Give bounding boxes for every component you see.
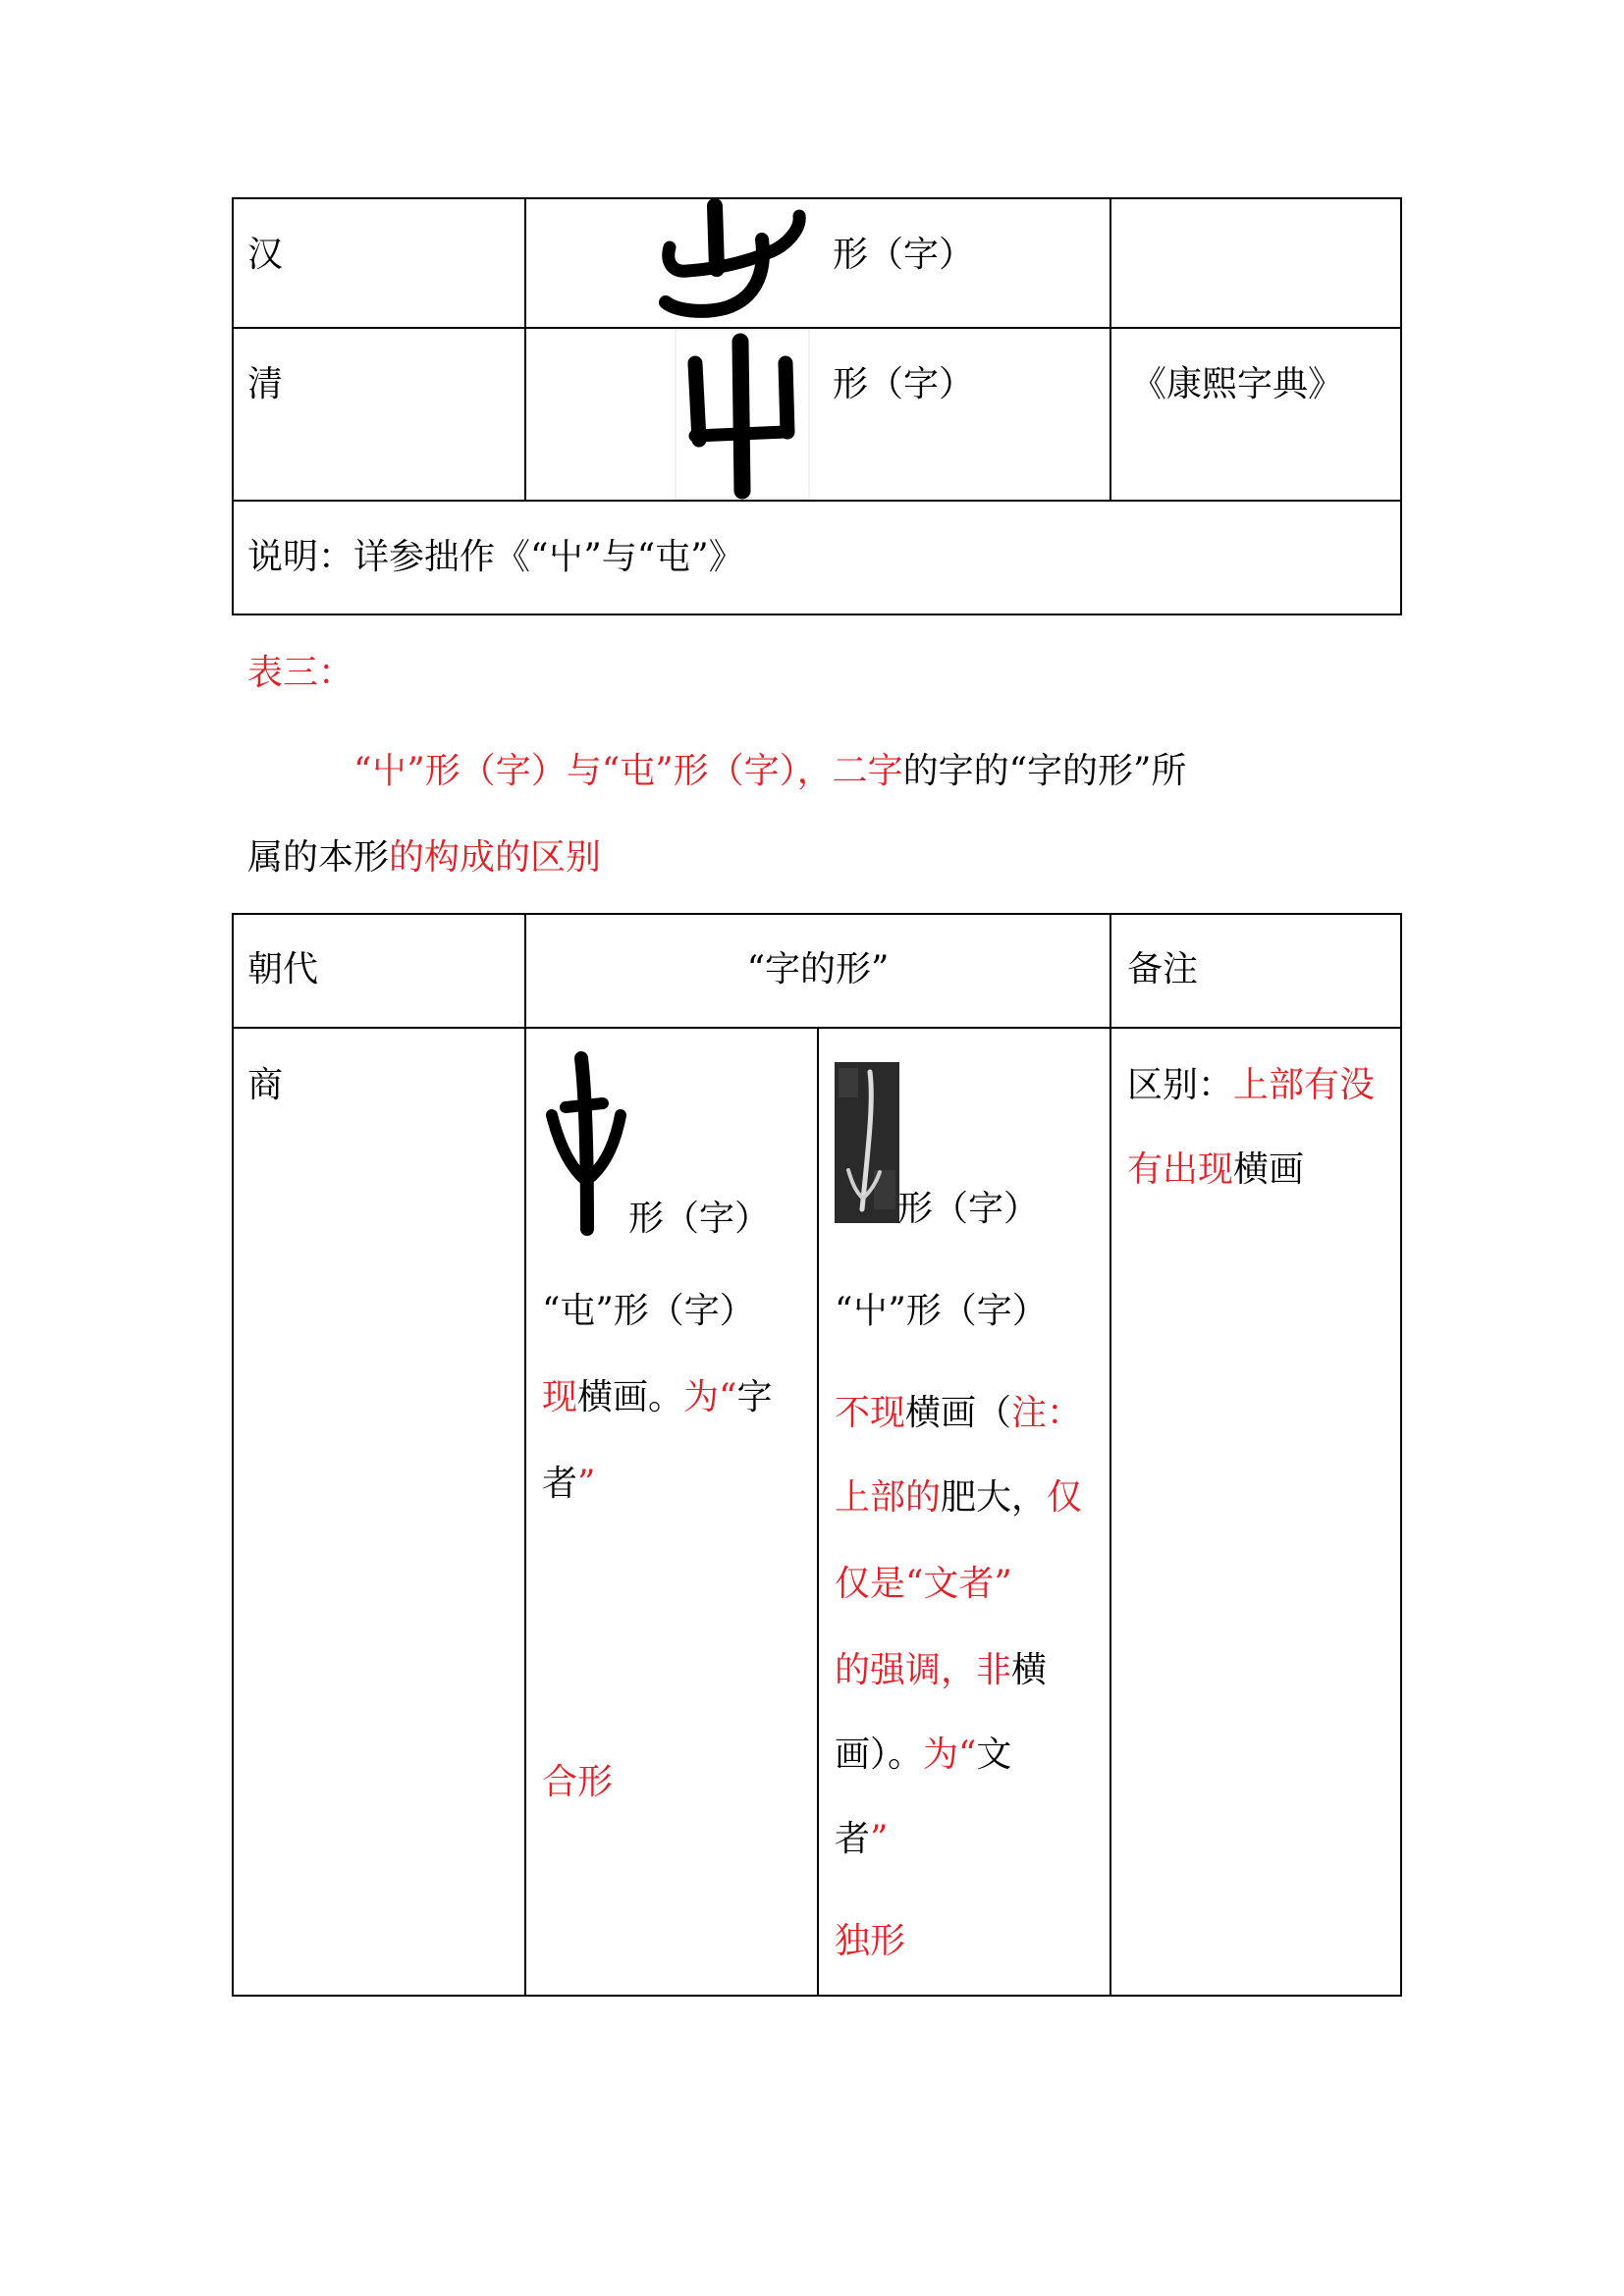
- che-oracle-rubbing-icon: [835, 1062, 899, 1223]
- text-segment: 上部的: [835, 1477, 942, 1518]
- han-seal-glyph-icon: [656, 200, 813, 324]
- text-segment: 横画。: [577, 1377, 684, 1417]
- paragraph-segment: 属的本形: [247, 837, 390, 878]
- text-segment: 者: [835, 1819, 871, 1859]
- text-segment: 仅是“文者”: [835, 1564, 1012, 1604]
- table-border: [1110, 197, 1111, 502]
- dynasty-cell: 商: [247, 1065, 284, 1105]
- description-line: [835, 1563, 1012, 1606]
- form-label: 形（字）: [628, 1199, 771, 1239]
- text-segment: 横画（: [905, 1393, 1012, 1433]
- table-border: [232, 327, 1402, 329]
- header-note: 备注: [1127, 949, 1199, 989]
- header-form: “字的形”: [746, 949, 890, 989]
- table-border: [524, 913, 526, 1997]
- description-line: [542, 1376, 772, 1419]
- text-segment: 仅: [1047, 1477, 1083, 1518]
- explanation-text: 说明：详参拙作《“屮”与“屯”》: [247, 537, 744, 577]
- description-line: [835, 1476, 1082, 1520]
- description-line: [835, 1392, 1082, 1435]
- text-segment: 非: [976, 1650, 1012, 1690]
- char-label: “屯”形（字）: [542, 1291, 755, 1331]
- form-type: 合形: [542, 1762, 614, 1802]
- table-border: [1400, 913, 1402, 1997]
- note-line: [1127, 1148, 1304, 1192]
- text-segment: 为“: [923, 1735, 977, 1775]
- text-segment: ”: [870, 1819, 889, 1859]
- text-segment: 注：: [1011, 1393, 1083, 1433]
- table-border: [524, 197, 526, 502]
- header-dynasty: 朝代: [247, 949, 319, 989]
- table-border: [232, 197, 234, 615]
- form-type: 独形: [835, 1921, 906, 1961]
- text-segment: 的强调，: [835, 1650, 977, 1690]
- form-label: 形（字）: [833, 235, 975, 275]
- table-heading: 表三：: [247, 653, 354, 693]
- table-border: [232, 197, 1402, 199]
- text-segment: 肥大，: [941, 1477, 1048, 1518]
- description-line: [835, 1734, 1011, 1777]
- note-line: [1127, 1064, 1375, 1107]
- tun-oracle-glyph-icon: [542, 1052, 630, 1239]
- table-border: [1400, 197, 1402, 615]
- dynasty-cell: 汉: [247, 235, 284, 275]
- paragraph-segment: 的构成的区别: [389, 837, 602, 878]
- qing-kaishu-glyph-icon: [676, 330, 809, 499]
- text-segment: 横: [1011, 1650, 1048, 1690]
- text-segment: ”: [577, 1464, 596, 1504]
- text-segment: 文: [976, 1735, 1012, 1775]
- text-segment: 有出现: [1127, 1149, 1234, 1190]
- table-border: [232, 913, 234, 1997]
- form-label: 形（字）: [897, 1189, 1040, 1229]
- description-line: [835, 1649, 1047, 1692]
- text-segment: 字: [736, 1377, 773, 1417]
- paragraph-segment: 的字的“字的形”所: [902, 751, 1187, 791]
- description-line: [542, 1463, 595, 1506]
- table-border: [1110, 913, 1111, 1997]
- text-segment: 横画: [1233, 1149, 1305, 1190]
- table-border: [232, 614, 1402, 615]
- dynasty-cell: 清: [247, 364, 284, 404]
- table-border: [817, 1027, 819, 1997]
- char-label: “屮”形（字）: [835, 1291, 1048, 1331]
- note-cell: 《康熙字典》: [1131, 364, 1344, 404]
- text-segment: 上部有没: [1233, 1065, 1376, 1105]
- text-segment: 不现: [835, 1393, 906, 1433]
- paragraph-line-2: [247, 836, 601, 880]
- form-label: 形（字）: [833, 364, 975, 404]
- text-segment: 为“: [683, 1377, 737, 1417]
- text-segment: 画）。: [835, 1735, 924, 1775]
- text-segment: 现: [542, 1377, 578, 1417]
- table-border: [232, 913, 1402, 915]
- table-border: [232, 500, 1402, 502]
- paragraph-segment: “屮”形（字）与“屯”形（字），二字: [353, 751, 903, 791]
- paragraph-line-1: [353, 750, 1186, 793]
- text-segment: 区别：: [1127, 1065, 1234, 1105]
- description-line: [835, 1818, 888, 1861]
- text-segment: 者: [542, 1464, 578, 1504]
